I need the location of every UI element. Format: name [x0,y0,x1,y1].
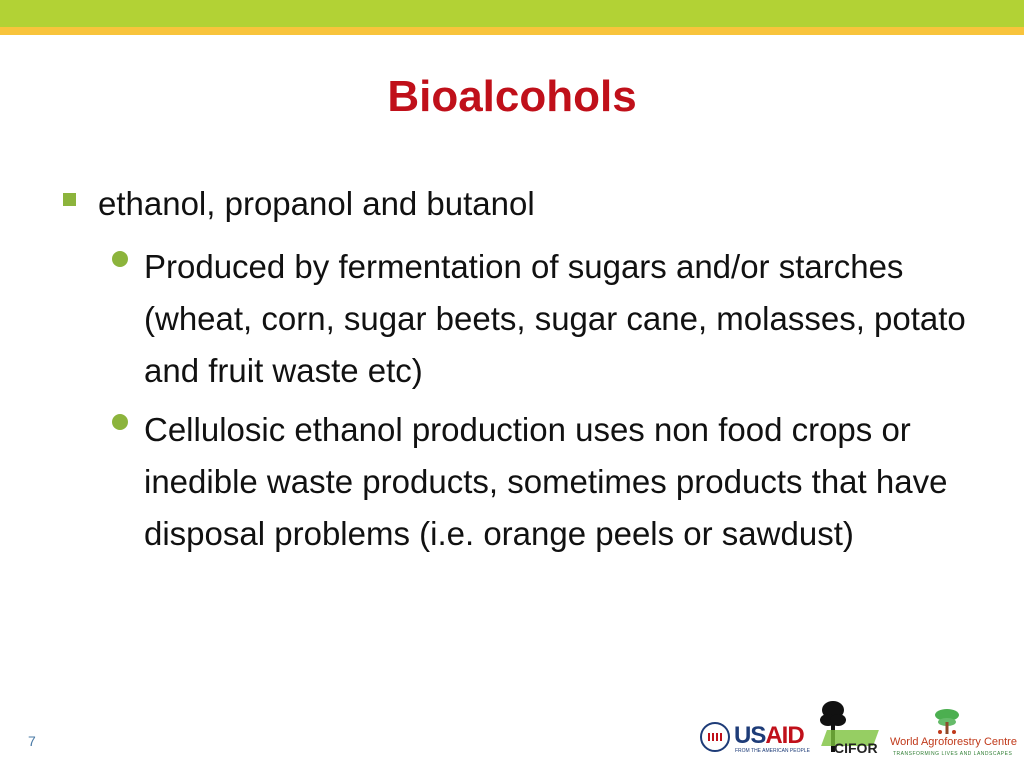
bullet-level2-text: Cellulosic ethanol production uses non food crops or inedible waste products, sometimes products that have disposal problems (i.e. orange peels or sawdust) [144,411,948,552]
cifor-logo-text: CIFOR [834,740,878,756]
usaid-us: US [734,722,766,749]
slide-number: 7 [28,733,36,749]
header-green-bar [0,0,1024,27]
square-bullet-icon [63,193,76,206]
header-yellow-bar [0,27,1024,35]
bullet-level1-text: ethanol, propanol and butanol [98,185,535,222]
slide-title: Bioalcohols [387,72,637,121]
usaid-logo-text [734,722,804,750]
wac-logo-text: World Agroforestry Centre [890,736,1017,748]
usaid-seal-icon [700,722,730,752]
wac-tree-icon [932,708,962,736]
wac-tagline: TRANSFORMING LIVES AND LANDSCAPES [893,751,1013,757]
footer-logos [700,700,1024,768]
usaid-aid: AID [765,722,804,749]
bullet-level2-text: Produced by fermentation of sugars and/or starches (wheat, corn, sugar beets, sugar cane, molasses, potato and fruit waste etc) [144,248,966,389]
round-bullet-icon [112,251,128,267]
round-bullet-icon [112,414,128,430]
usaid-tagline: FROM THE AMERICAN PEOPLE [735,748,810,754]
